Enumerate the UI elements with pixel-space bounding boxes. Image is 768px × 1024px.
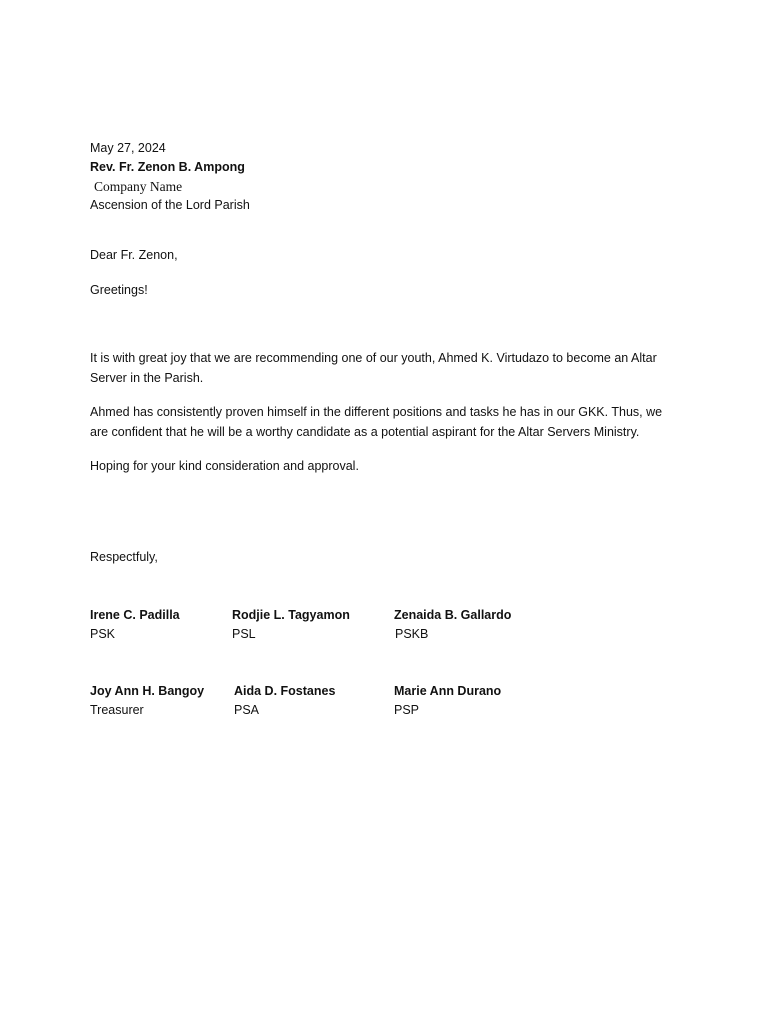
recipient-name: Rev. Fr. Zenon B. Ampong <box>90 160 245 174</box>
signatory-name: Marie Ann Durano <box>394 684 502 698</box>
body-paragraph-3: Hoping for your kind consideration and approval. <box>90 459 359 473</box>
salutation: Dear Fr. Zenon, <box>90 248 178 262</box>
signatory-name: Irene C. Padilla <box>90 608 180 622</box>
signatory-name: Zenaida B. Gallardo <box>394 608 512 622</box>
signatory-title: PSK <box>90 627 116 641</box>
signatory-title: Treasurer <box>90 703 144 717</box>
closing: Respectfuly, <box>90 550 158 564</box>
body-paragraph-2: Ahmed has consistently proven himself in the different positions and tasks he has in our GKK. Thus, we are confident that he will be a worthy candidate as a potential aspirant for the Altar Servers Ministry. <box>90 405 663 439</box>
greeting: Greetings! <box>90 283 148 297</box>
recipient-organization: Ascension of the Lord Parish <box>90 198 250 212</box>
signatory-name: Aida D. Fostanes <box>234 684 336 698</box>
signatory-title: PSL <box>232 627 256 641</box>
company-name-field <box>94 177 182 196</box>
letter-date: May 27, 2024 <box>90 141 166 155</box>
company-name-placeholder: Company Name <box>94 179 182 194</box>
signatory-name: Joy Ann H. Bangoy <box>90 684 205 698</box>
signatory-title: PSA <box>234 703 260 717</box>
signatory-title: PSKB <box>395 627 429 641</box>
signatory-name: Rodjie L. Tagyamon <box>232 608 350 622</box>
signatory-title: PSP <box>394 703 420 717</box>
body-paragraph-1: It is with great joy that we are recommending one of our youth, Ahmed K. Virtudazo to become an Altar Server in the Parish. <box>90 351 657 385</box>
